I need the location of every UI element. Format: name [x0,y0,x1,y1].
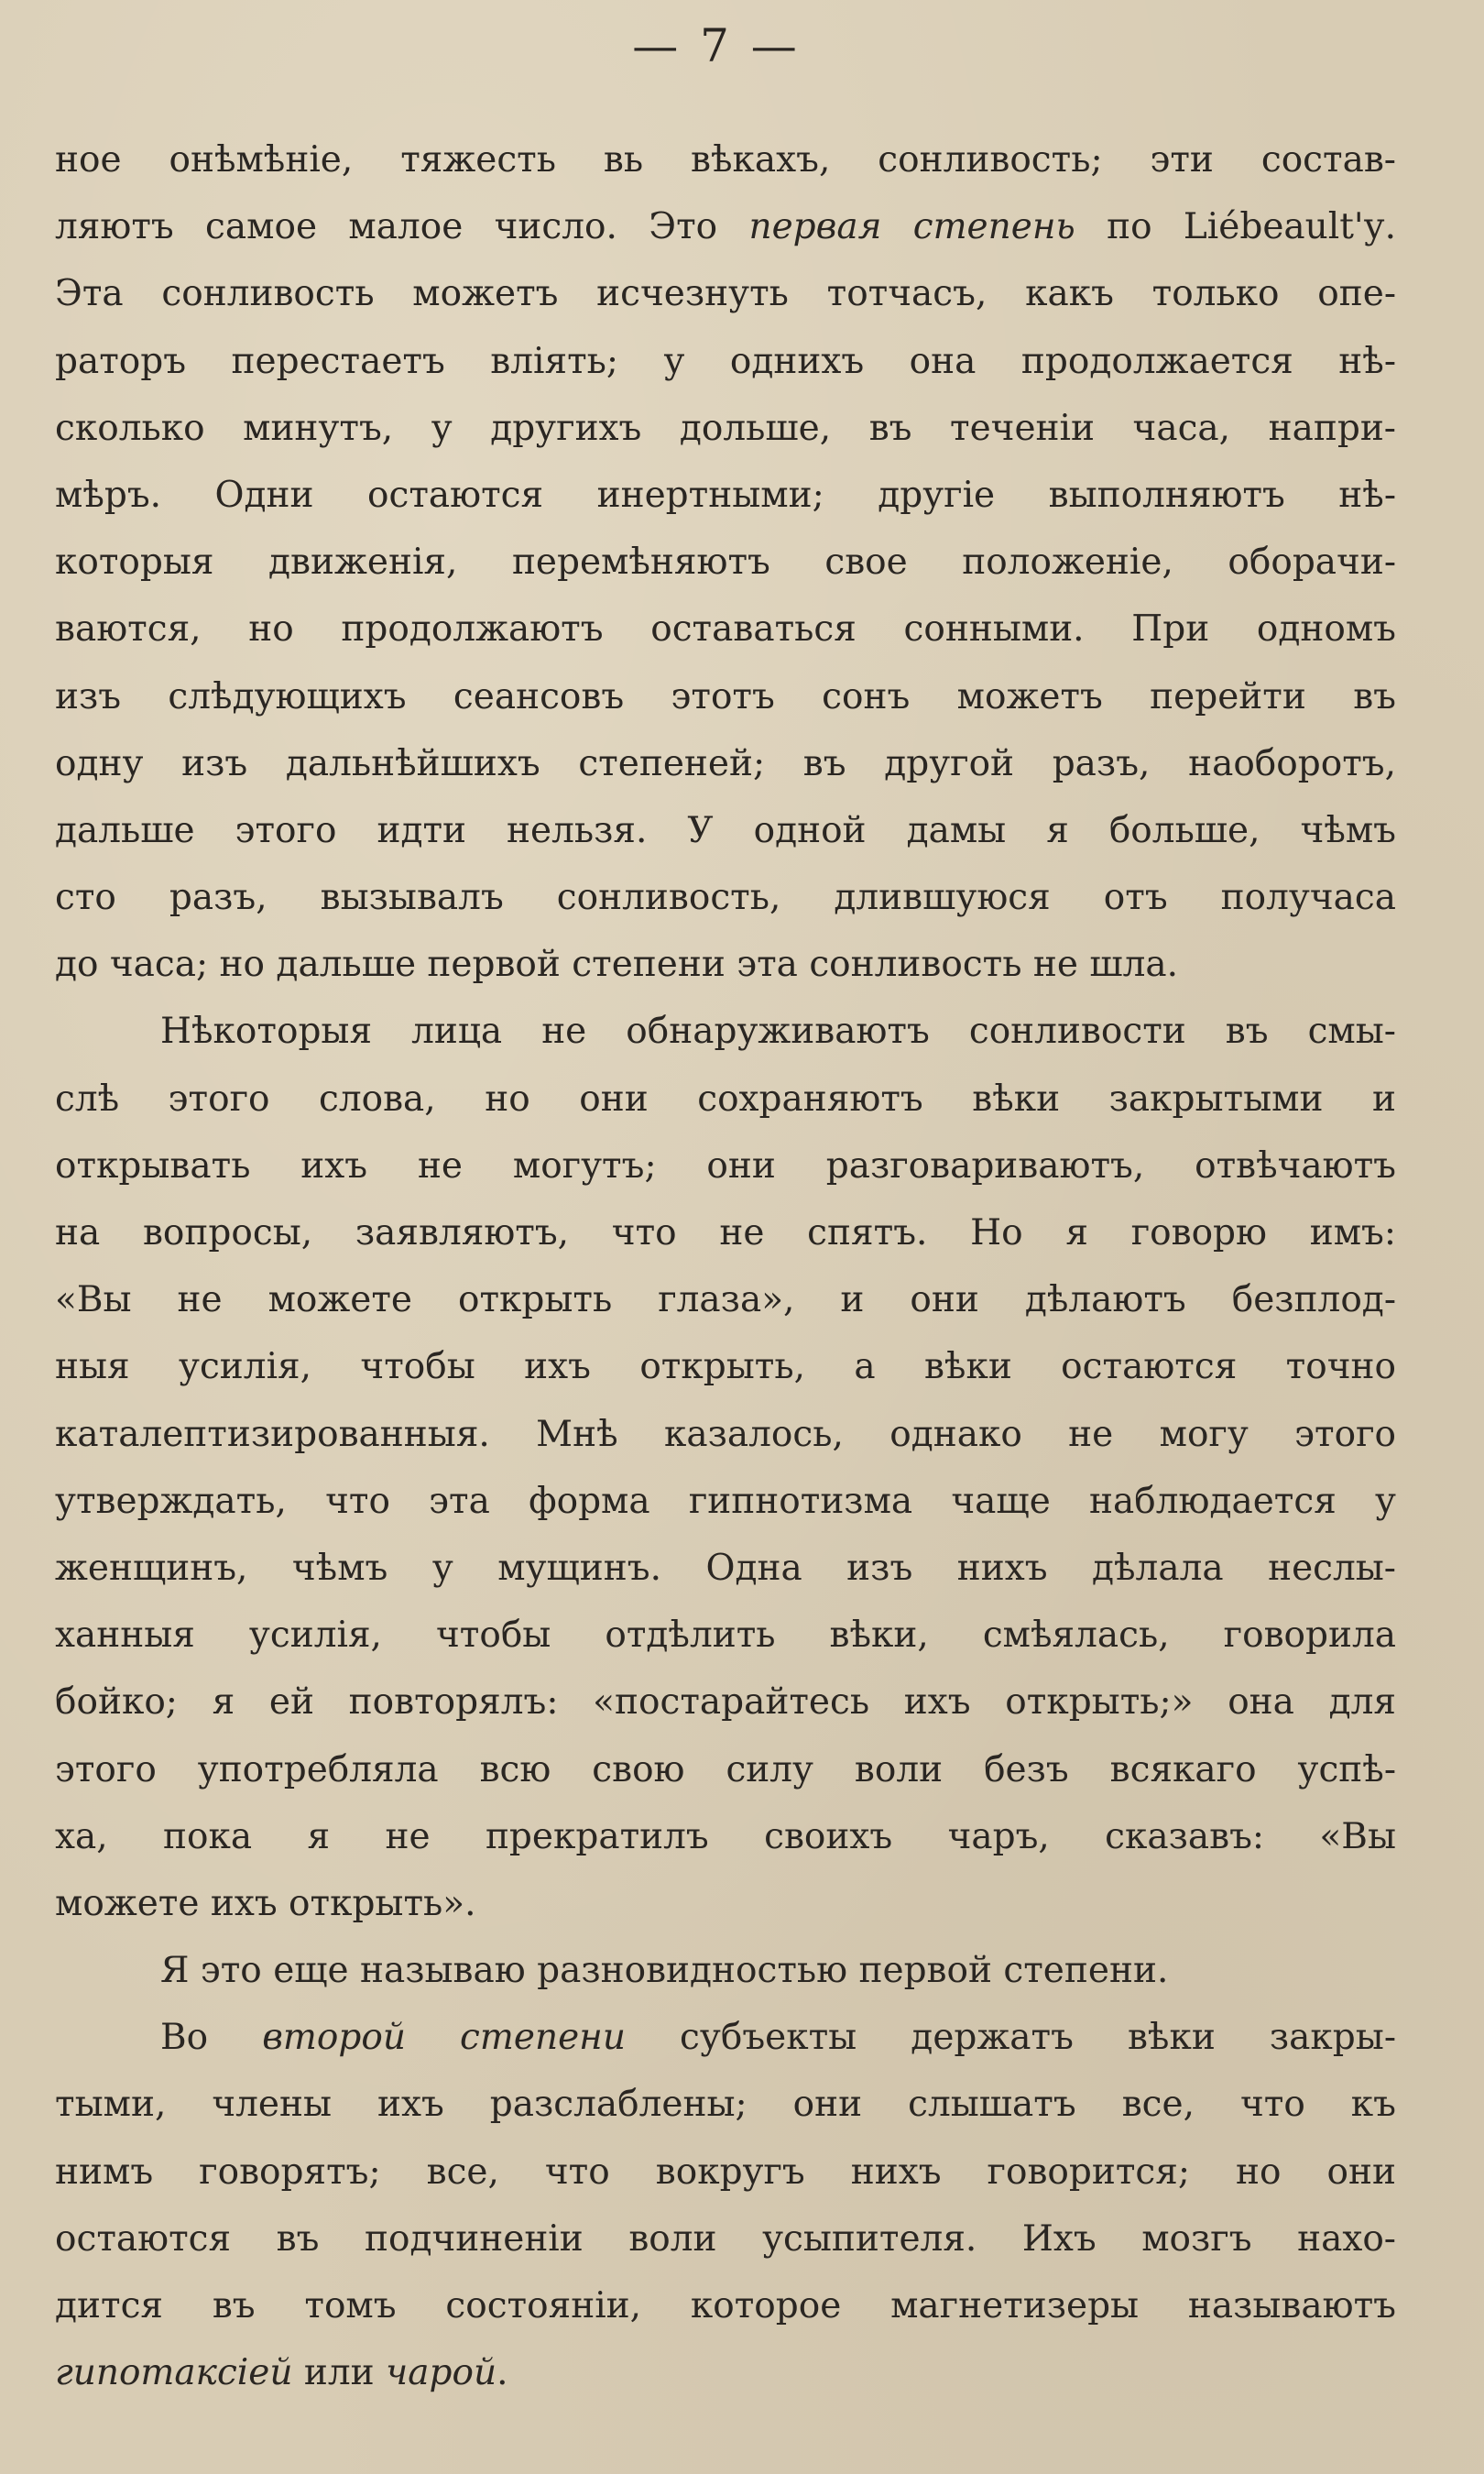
text-segment: Во [160,2017,263,2059]
text-segment: слѣ этого слова, но они сохраняютъ вѣки закрытыми и [55,1078,1396,1120]
text-line [55,529,1396,596]
text-line [55,931,1396,998]
text-segment: нимъ говорятъ; все, что вокругъ нихъ говорится; но они [55,2151,1396,2193]
text-segment: одну изъ дальнѣйшихъ степеней; въ другой разъ, наоборотъ, [55,742,1396,784]
text-segment: Я это еще называю разновидностью первой степени. [160,1950,1169,1992]
text-line [55,1669,1396,1735]
text-line [55,797,1396,864]
italic-term: чарой [386,2352,497,2394]
text-segment: Нѣкоторыя лица не обнаруживаютъ сонливости въ смы- [160,1011,1396,1053]
text-line [55,1803,1396,1870]
text-segment: тыми, члены ихъ разслаблены; они слышатъ все, что къ [55,2084,1396,2126]
page-number: — 7 — [632,19,801,72]
text-line [55,126,1396,193]
text-segment: этого употребляла всю свою силу воли безъ всякаго успѣ- [55,1748,1396,1790]
text-line [55,193,1396,260]
body-text [55,126,1396,2406]
text-segment: мѣръ. Одни остаются инертными; другіе выполняютъ нѣ- [55,474,1396,516]
text-segment: на вопросы, заявляютъ, что не спятъ. Но я говорю имъ: [55,1212,1396,1253]
text-line [55,663,1396,730]
text-segment: которыя движенія, перемѣняютъ свое положеніе, оборачи- [55,542,1396,584]
text-segment: «Вы не можете открыть глаза», и они дѣлаютъ безплод- [55,1279,1396,1321]
italic-term: первая степень [748,206,1075,248]
text-segment: Эта сонливость можетъ исчезнуть тотчасъ, какъ только опе- [55,273,1396,315]
text-line [55,2206,1396,2272]
text-line [55,2071,1396,2138]
text-segment: изъ слѣдующихъ сеансовъ этотъ сонъ можетъ перейти въ [55,675,1396,717]
text-segment: по Liébeault'у. [1075,206,1396,248]
text-line [55,1468,1396,1535]
text-segment: до часа; но дальше первой степени эта сонливость не шла. [55,944,1179,986]
text-segment: утверждать, что эта форма гипнотизма чаще наблюдается у [55,1480,1396,1522]
text-segment: или [292,2352,387,2394]
text-segment: ляютъ самое малое число. Это [55,206,749,248]
text-segment: дится въ томъ состояніи, которое магнетизеры называютъ [55,2285,1396,2326]
text-line [55,998,1396,1065]
text-line [55,2139,1396,2206]
text-line [55,260,1396,327]
italic-term: второй степени [262,2017,626,2059]
text-line [55,1066,1396,1133]
text-line [55,864,1396,931]
text-segment: открывать ихъ не могутъ; они разговариваютъ, отвѣчаютъ [55,1144,1396,1187]
text-line [55,2272,1396,2339]
text-line [55,730,1396,797]
text-line [55,596,1396,662]
text-line [55,1401,1396,1468]
text-segment: субъекты держатъ вѣки закры- [625,2017,1396,2059]
text-segment: дальше этого идти нельзя. У одной дамы я больше, чѣмъ [55,809,1396,851]
text-line [55,1736,1396,1803]
text-line [55,328,1396,395]
text-segment: женщинъ, чѣмъ у мущинъ. Одна изъ нихъ дѣлала неслы- [55,1547,1396,1589]
text-line [55,1133,1396,1199]
text-segment: ха, пока я не прекратилъ своихъ чаръ, сказавъ: «Вы [55,1815,1396,1857]
text-line [55,1266,1396,1333]
text-segment: можете ихъ открыть». [55,1882,476,1924]
italic-term: гипотаксіей [55,2352,293,2394]
text-segment: каталептизированныя. Мнѣ казалось, однако не могу этого [55,1413,1396,1455]
text-segment: бойко; я ей повторялъ: «постарайтесь ихъ открыть;» она для [55,1681,1396,1724]
text-line [55,1602,1396,1669]
text-segment: сто разъ, вызывалъ сонливость, длившуюся отъ получаса [55,877,1396,919]
text-line [55,1937,1396,2004]
text-segment: ныя усилія, чтобы ихъ открыть, а вѣки остаются точно [55,1346,1396,1388]
text-segment: . [496,2352,508,2394]
text-segment: ваются, но продолжаютъ оставаться сонными. При одномъ [55,608,1396,651]
text-segment: ханныя усилія, чтобы отдѣлить вѣки, смѣялась, говорила [55,1615,1396,1657]
text-line [55,1535,1396,1602]
text-line [55,462,1396,529]
text-segment: остаются въ подчиненіи воли усыпителя. Ихъ мозгъ нахо- [55,2217,1396,2260]
text-line [55,1333,1396,1400]
text-segment: раторъ перестаетъ вліять; у одниxъ она продолжается нѣ- [55,340,1396,382]
text-line [55,1199,1396,1266]
text-line [55,2004,1396,2071]
text-line [55,2339,1396,2406]
text-line [55,1870,1396,1937]
text-segment: сколько минутъ, у другихъ дольше, въ теченіи часа, напри- [55,407,1396,449]
text-line [55,395,1396,462]
text-segment: ное онѣмѣніе, тяжесть вь вѣкахъ, сонливость; эти состав- [55,139,1396,181]
